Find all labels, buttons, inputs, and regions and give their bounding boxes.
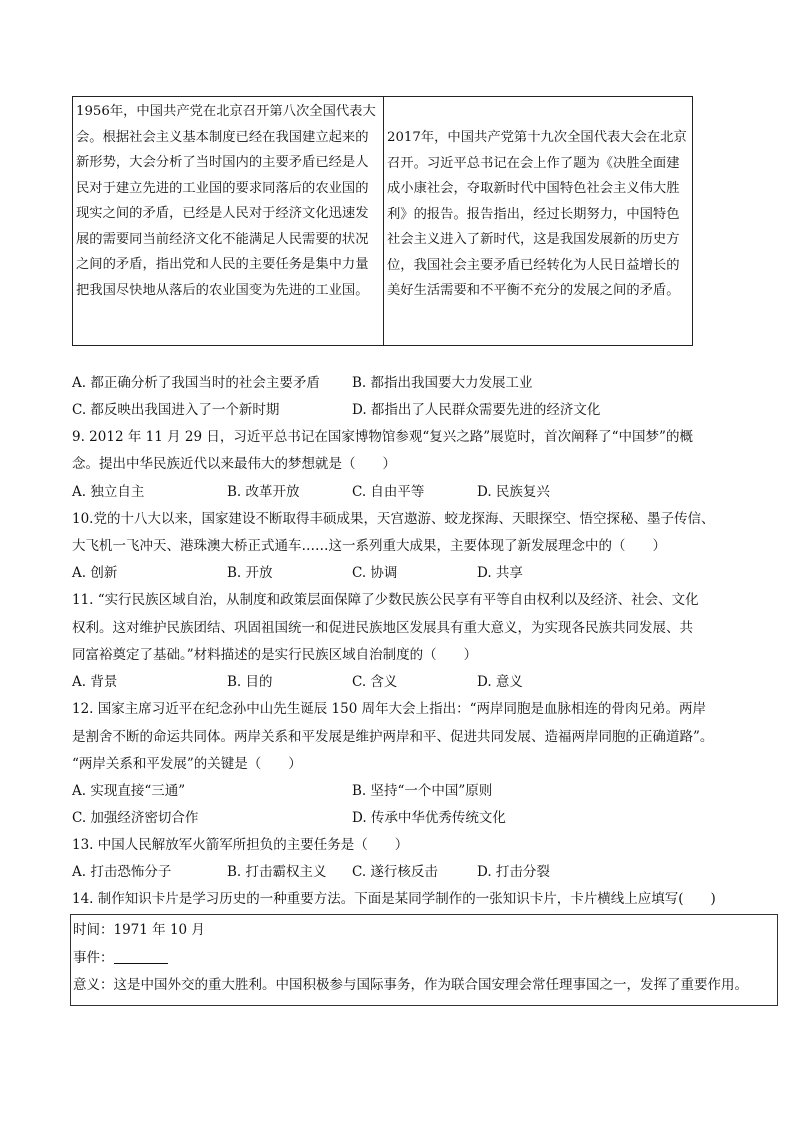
q12-option-a[interactable]: A. 实现直接“三通” [72, 783, 186, 799]
q13-option-a[interactable]: A. 打击恐怖分子 [72, 864, 172, 880]
q10-option-d[interactable]: D. 共享 [477, 565, 523, 581]
q9-stem-line2: 念。提出中华民族近代以来最伟大的梦想就是（ ） [72, 456, 396, 472]
q13-option-d[interactable]: D. 打击分裂 [477, 864, 550, 880]
q9-stem-line1: 9. 2012 年 11 月 29 日，习近平总书记在国家博物馆参观“复兴之路”展览时，首次阐释了“中国梦”的概 [72, 429, 693, 445]
q8-option-d[interactable]: D. 都指出了人民群众需要先进的经济文化 [352, 402, 601, 418]
comparison-table [72, 96, 693, 346]
card-time: 时间：1971 年 10 月 [73, 922, 205, 938]
q10-option-b[interactable]: B. 开放 [227, 565, 273, 581]
knowledge-card [70, 914, 778, 1006]
q12-stem-line1: 12. 国家主席习近平在纪念孙中山先生诞辰 150 周年大会上指出：“两岸同胞是血脉相连的骨肉兄弟。两岸 [72, 701, 707, 717]
q13-option-c[interactable]: C. 遂行核反击 [352, 864, 438, 880]
q9-option-c[interactable]: C. 自由平等 [352, 484, 425, 500]
q8-option-a[interactable]: A. 都正确分析了我国当时的社会主要矛盾 [72, 375, 320, 391]
card-event-row [73, 948, 168, 968]
q10-stem-line2: 大飞机一飞冲天、港珠澳大桥正式通车……这一系列重大成果，主要体现了新发展理念中的（ ） [72, 538, 666, 554]
card-event-blank[interactable] [114, 949, 168, 964]
q8-option-b[interactable]: B. 都指出我国要大力发展工业 [352, 375, 533, 391]
q11-option-c[interactable]: C. 含义 [352, 674, 398, 690]
table-cell-2017: 2017年，中国共产党第十九次全国代表大会在北京召开。习近平总书记在会上作了题为《决胜全面建成小康社会，夺取新时代中国特色社会主义伟大胜利》的报告。报告指出，经过长期努力，中国特色社会主义进入了新时代，这是我国发展新的历史方位，我国社会主要矛盾已经转化为人民日益增长的美好生活需要和不平衡不充分的发展之间的矛盾。 [384, 97, 693, 346]
q11-option-a[interactable]: A. 背景 [72, 674, 118, 690]
q10-option-c[interactable]: C. 协调 [352, 565, 398, 581]
q12-option-b[interactable]: B. 坚持“一个中国”原则 [352, 783, 493, 799]
q9-option-b[interactable]: B. 改革开放 [227, 484, 300, 500]
q11-stem-line2: 权利。这对维护民族团结、巩固祖国统一和促进民族地区发展具有重大意义，为实现各民族共同发展、共 [72, 620, 693, 636]
q9-option-a[interactable]: A. 独立自主 [72, 484, 145, 500]
q11-stem-line1: 11. “实行民族区域自治，从制度和政策层面保障了少数民族公民享有平等自由权利以及经济、社会、文化 [72, 592, 699, 608]
q9-option-d[interactable]: D. 民族复兴 [477, 484, 550, 500]
q11-option-d[interactable]: D. 意义 [477, 674, 523, 690]
q13-option-b[interactable]: B. 打击霸权主义 [227, 864, 327, 880]
q12-option-d[interactable]: D. 传承中华优秀传统文化 [352, 810, 506, 826]
q14-stem-line1: 14. 制作知识卡片是学习历史的一种重要方法。下面是某同学制作的一张知识卡片，卡片横线上应填写( ) [72, 891, 716, 907]
q12-stem-line3: “两岸关系和平发展”的关键是（ ） [72, 756, 302, 772]
card-event-label: 事件： [73, 950, 114, 966]
table-cell-1956: 1956年，中国共产党在北京召开第八次全国代表大会。根据社会主义基本制度已经在我国建立起来的新形势，大会分析了当时国内的主要矛盾已经是人民对于建立先进的工业国的要求同落后的农业国的现实之间的矛盾，已经是人民对于经济文化迅速发展的需要同当前经济文化不能满足人民需要的状况之间的矛盾，指出党和人民的主要任务是集中力量把我国尽快地从落后的农业国变为先进的工业国。 [73, 97, 384, 346]
q12-option-c[interactable]: C. 加强经济密切合作 [72, 810, 199, 826]
q11-stem-line3: 同富裕奠定了基础。”材料描述的是实行民族区域自治制度的（ ） [72, 647, 478, 663]
q12-stem-line2: 是割舍不断的命运共同体。两岸关系和平发展是维护两岸和平、促进共同发展、造福两岸同胞的正确道路”。 [72, 729, 714, 745]
q8-option-c[interactable]: C. 都反映出我国进入了一个新时期 [72, 402, 280, 418]
q10-stem-line1: 10.党的十八大以来，国家建设不断取得丰硕成果，天宫遨游、蛟龙探海、天眼探空、悟空探秘、墨子传信、 [72, 511, 715, 527]
q11-option-b[interactable]: B. 目的 [227, 674, 273, 690]
table-row [73, 97, 693, 346]
card-meaning: 意义：这是中国外交的重大胜利。中国积极参与国际事务，作为联合国安理会常任理事国之一，发挥了重要作用。 [73, 977, 748, 993]
q13-stem-line1: 13. 中国人民解放军火箭军所担负的主要任务是（ ） [72, 837, 409, 853]
q10-option-a[interactable]: A. 创新 [72, 565, 118, 581]
